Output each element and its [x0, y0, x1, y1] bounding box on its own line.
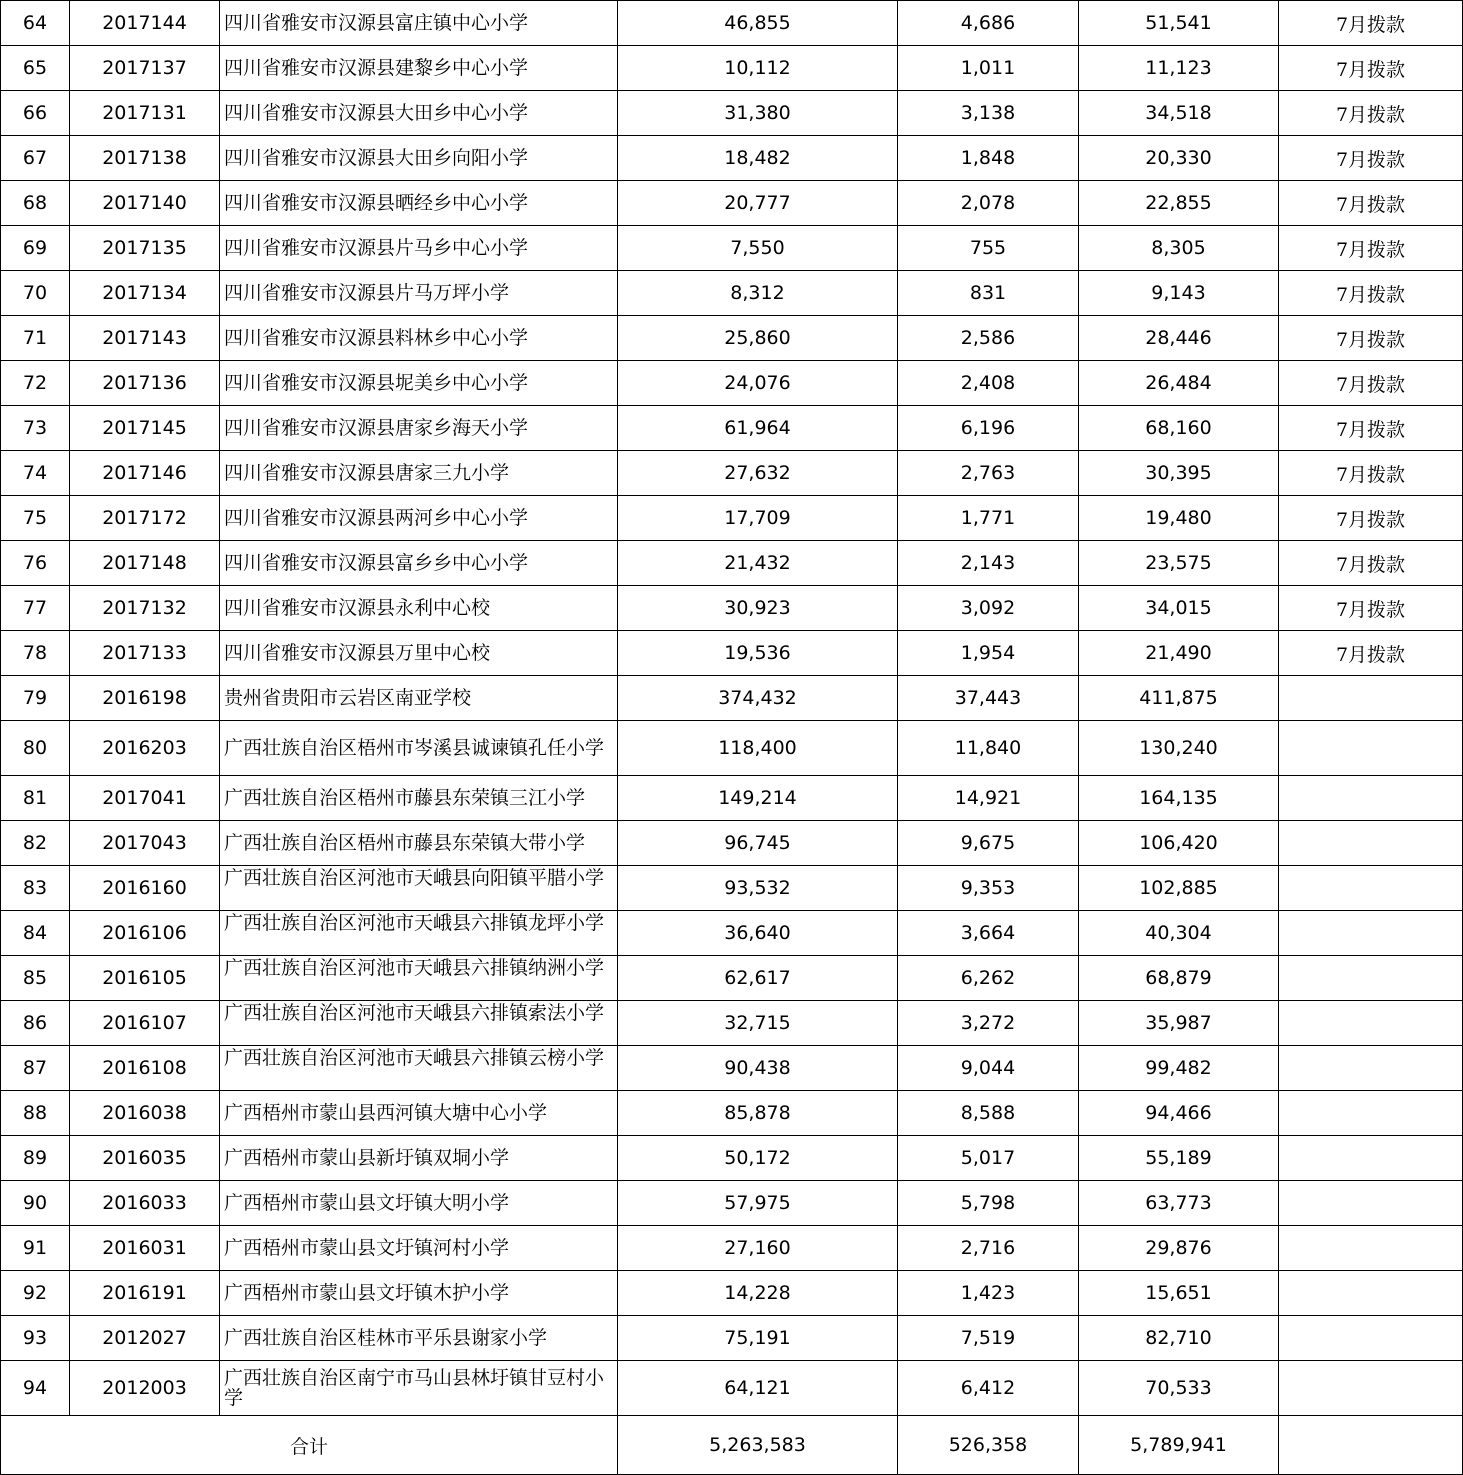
table-row — [1, 1361, 1463, 1416]
project-code: 2016105 — [70, 956, 220, 1001]
project-code: 2017043 — [70, 821, 220, 866]
school-name: 广西壮族自治区桂林市平乐县谢家小学 — [220, 1316, 618, 1361]
amount: 17,709 — [618, 496, 898, 541]
project-code: 2017138 — [70, 136, 220, 181]
row-number: 82 — [1, 821, 70, 866]
school-name: 四川省雅安市汉源县片马乡中心小学 — [220, 226, 618, 271]
extra-amount: 6,196 — [898, 406, 1079, 451]
extra-amount: 1,423 — [898, 1271, 1079, 1316]
note — [1279, 1181, 1463, 1226]
total-amount-cell: 22,855 — [1079, 181, 1279, 226]
row-number: 86 — [1, 1001, 70, 1046]
total-amount-cell: 130,240 — [1079, 721, 1279, 776]
amount: 61,964 — [618, 406, 898, 451]
project-code: 2016160 — [70, 866, 220, 911]
table-row — [1, 676, 1463, 721]
school-name: 四川省雅安市汉源县唐家乡海天小学 — [220, 406, 618, 451]
amount: 93,532 — [618, 866, 898, 911]
total-amount-cell: 164,135 — [1079, 776, 1279, 821]
table-row — [1, 776, 1463, 821]
school-name: 四川省雅安市汉源县片马万坪小学 — [220, 271, 618, 316]
project-code: 2017172 — [70, 496, 220, 541]
project-code: 2016191 — [70, 1271, 220, 1316]
table-row — [1, 1046, 1463, 1091]
school-name: 四川省雅安市汉源县唐家三九小学 — [220, 451, 618, 496]
table-row — [1, 956, 1463, 1001]
row-number: 81 — [1, 776, 70, 821]
extra-amount: 1,848 — [898, 136, 1079, 181]
amount: 25,860 — [618, 316, 898, 361]
project-code: 2017143 — [70, 316, 220, 361]
project-code: 2017133 — [70, 631, 220, 676]
table-row — [1, 866, 1463, 911]
row-number: 90 — [1, 1181, 70, 1226]
extra-amount: 2,586 — [898, 316, 1079, 361]
school-name: 四川省雅安市汉源县大田乡向阳小学 — [220, 136, 618, 181]
amount: 64,121 — [618, 1361, 898, 1416]
amount: 50,172 — [618, 1136, 898, 1181]
extra-amount: 8,588 — [898, 1091, 1079, 1136]
school-name — [220, 1001, 618, 1046]
school-name: 四川省雅安市汉源县晒经乡中心小学 — [220, 181, 618, 226]
project-code: 2017132 — [70, 586, 220, 631]
note — [1279, 821, 1463, 866]
row-number: 83 — [1, 866, 70, 911]
note: 7月拨款 — [1279, 91, 1463, 136]
table-row — [1, 1181, 1463, 1226]
amount: 19,536 — [618, 631, 898, 676]
table-row — [1, 406, 1463, 451]
school-name: 广西壮族自治区梧州市藤县东荣镇大带小学 — [220, 821, 618, 866]
extra-amount: 3,092 — [898, 586, 1079, 631]
school-name: 广西梧州市蒙山县新圩镇双垌小学 — [220, 1136, 618, 1181]
row-number: 68 — [1, 181, 70, 226]
table-row — [1, 721, 1463, 776]
extra-amount: 9,675 — [898, 821, 1079, 866]
amount: 62,617 — [618, 956, 898, 1001]
note — [1279, 1046, 1463, 1091]
row-number: 79 — [1, 676, 70, 721]
extra-amount: 755 — [898, 226, 1079, 271]
school-name: 广西壮族自治区南宁市马山县林圩镇甘豆村小学 — [220, 1361, 618, 1416]
extra-amount: 14,921 — [898, 776, 1079, 821]
note: 7月拨款 — [1279, 226, 1463, 271]
amount: 85,878 — [618, 1091, 898, 1136]
project-code: 2017135 — [70, 226, 220, 271]
note: 7月拨款 — [1279, 46, 1463, 91]
project-code: 2016203 — [70, 721, 220, 776]
table-row — [1, 586, 1463, 631]
total-amount-cell: 94,466 — [1079, 1091, 1279, 1136]
note: 7月拨款 — [1279, 181, 1463, 226]
note — [1279, 1226, 1463, 1271]
row-number: 75 — [1, 496, 70, 541]
amount: 7,550 — [618, 226, 898, 271]
school-name — [220, 956, 618, 1001]
total-amount-cell: 68,160 — [1079, 406, 1279, 451]
table-row — [1, 1316, 1463, 1361]
school-name: 四川省雅安市汉源县坭美乡中心小学 — [220, 361, 618, 406]
extra-amount: 1,771 — [898, 496, 1079, 541]
table-row — [1, 1136, 1463, 1181]
extra-amount: 1,011 — [898, 46, 1079, 91]
amount: 27,632 — [618, 451, 898, 496]
school-name: 广西梧州市蒙山县文圩镇大明小学 — [220, 1181, 618, 1226]
amount: 90,438 — [618, 1046, 898, 1091]
extra-amount: 2,763 — [898, 451, 1079, 496]
total-amount-cell: 8,305 — [1079, 226, 1279, 271]
extra-amount: 1,954 — [898, 631, 1079, 676]
project-code: 2016106 — [70, 911, 220, 956]
extra-amount: 9,353 — [898, 866, 1079, 911]
project-code: 2016033 — [70, 1181, 220, 1226]
school-name-text: 广西壮族自治区河池市天峨县六排镇云榜小学 — [224, 1047, 605, 1069]
table-row — [1, 91, 1463, 136]
note: 7月拨款 — [1279, 496, 1463, 541]
project-code: 2017134 — [70, 271, 220, 316]
extra-amount: 3,138 — [898, 91, 1079, 136]
amount: 10,112 — [618, 46, 898, 91]
total-amount-cell: 70,533 — [1079, 1361, 1279, 1416]
total-row — [1, 1416, 1463, 1475]
total-amount-cell: 68,879 — [1079, 956, 1279, 1001]
extra-amount: 4,686 — [898, 1, 1079, 46]
table-row — [1, 496, 1463, 541]
note: 7月拨款 — [1279, 136, 1463, 181]
row-number: 72 — [1, 361, 70, 406]
row-number: 66 — [1, 91, 70, 136]
table-row — [1, 1001, 1463, 1046]
total-amount-cell: 26,484 — [1079, 361, 1279, 406]
amount: 96,745 — [618, 821, 898, 866]
total-amount-cell: 29,876 — [1079, 1226, 1279, 1271]
extra-amount: 831 — [898, 271, 1079, 316]
project-code: 2016198 — [70, 676, 220, 721]
total-amount-cell: 34,015 — [1079, 586, 1279, 631]
table-row — [1, 911, 1463, 956]
school-name — [220, 911, 618, 956]
amount: 18,482 — [618, 136, 898, 181]
school-name — [220, 866, 618, 911]
table-row — [1, 226, 1463, 271]
extra-amount: 37,443 — [898, 676, 1079, 721]
total-amount-cell: 28,446 — [1079, 316, 1279, 361]
total-amount-cell: 23,575 — [1079, 541, 1279, 586]
note — [1279, 1361, 1463, 1416]
school-name-text: 广西壮族自治区河池市天峨县六排镇纳洲小学 — [224, 957, 605, 979]
table-row — [1, 541, 1463, 586]
note — [1279, 1001, 1463, 1046]
extra-amount: 2,408 — [898, 361, 1079, 406]
project-code: 2016107 — [70, 1001, 220, 1046]
amount: 118,400 — [618, 721, 898, 776]
project-code: 2016038 — [70, 1091, 220, 1136]
extra-amount: 5,798 — [898, 1181, 1079, 1226]
project-code: 2017144 — [70, 1, 220, 46]
row-number: 84 — [1, 911, 70, 956]
school-name: 四川省雅安市汉源县永利中心校 — [220, 586, 618, 631]
table-row — [1, 361, 1463, 406]
total-amount-cell: 63,773 — [1079, 1181, 1279, 1226]
project-code: 2012003 — [70, 1361, 220, 1416]
table-row — [1, 631, 1463, 676]
note: 7月拨款 — [1279, 316, 1463, 361]
amount: 21,432 — [618, 541, 898, 586]
total-extra: 526,358 — [898, 1416, 1079, 1475]
note — [1279, 776, 1463, 821]
amount: 36,640 — [618, 911, 898, 956]
extra-amount: 2,078 — [898, 181, 1079, 226]
row-number: 71 — [1, 316, 70, 361]
project-code: 2017131 — [70, 91, 220, 136]
school-name: 广西梧州市蒙山县西河镇大塘中心小学 — [220, 1091, 618, 1136]
extra-amount: 11,840 — [898, 721, 1079, 776]
note: 7月拨款 — [1279, 541, 1463, 586]
school-name: 四川省雅安市汉源县富乡乡中心小学 — [220, 541, 618, 586]
row-number: 77 — [1, 586, 70, 631]
total-amount-cell: 30,395 — [1079, 451, 1279, 496]
note — [1279, 676, 1463, 721]
school-name: 四川省雅安市汉源县两河乡中心小学 — [220, 496, 618, 541]
amount: 374,432 — [618, 676, 898, 721]
amount: 75,191 — [618, 1316, 898, 1361]
row-number: 70 — [1, 271, 70, 316]
row-number: 89 — [1, 1136, 70, 1181]
total-amount-cell: 35,987 — [1079, 1001, 1279, 1046]
total-amount-cell: 34,518 — [1079, 91, 1279, 136]
total-amount-cell: 51,541 — [1079, 1, 1279, 46]
amount: 24,076 — [618, 361, 898, 406]
row-number: 91 — [1, 1226, 70, 1271]
row-number: 64 — [1, 1, 70, 46]
note: 7月拨款 — [1279, 406, 1463, 451]
table-row — [1, 271, 1463, 316]
amount: 30,923 — [618, 586, 898, 631]
total-amount-cell: 11,123 — [1079, 46, 1279, 91]
row-number: 93 — [1, 1316, 70, 1361]
project-code: 2017145 — [70, 406, 220, 451]
table-row — [1, 316, 1463, 361]
row-number: 74 — [1, 451, 70, 496]
row-number: 65 — [1, 46, 70, 91]
project-code: 2016108 — [70, 1046, 220, 1091]
total-amount-cell: 99,482 — [1079, 1046, 1279, 1091]
table-row — [1, 1271, 1463, 1316]
project-code: 2017136 — [70, 361, 220, 406]
school-name: 四川省雅安市汉源县大田乡中心小学 — [220, 91, 618, 136]
project-code: 2017041 — [70, 776, 220, 821]
table-row — [1, 46, 1463, 91]
row-number: 80 — [1, 721, 70, 776]
note — [1279, 866, 1463, 911]
note — [1279, 956, 1463, 1001]
amount: 32,715 — [618, 1001, 898, 1046]
note — [1279, 1091, 1463, 1136]
project-code: 2017140 — [70, 181, 220, 226]
total-amount-cell: 21,490 — [1079, 631, 1279, 676]
note: 7月拨款 — [1279, 1, 1463, 46]
note: 7月拨款 — [1279, 451, 1463, 496]
total-amount-cell: 40,304 — [1079, 911, 1279, 956]
school-name-text: 广西壮族自治区河池市天峨县向阳镇平腊小学 — [224, 867, 605, 889]
project-code: 2012027 — [70, 1316, 220, 1361]
total-amount-cell: 82,710 — [1079, 1316, 1279, 1361]
total-amount-cell: 19,480 — [1079, 496, 1279, 541]
note — [1279, 1271, 1463, 1316]
amount: 27,160 — [618, 1226, 898, 1271]
row-number: 88 — [1, 1091, 70, 1136]
project-code: 2016031 — [70, 1226, 220, 1271]
school-name-text: 广西壮族自治区河池市天峨县六排镇索法小学 — [224, 1002, 605, 1024]
table-row — [1, 1, 1463, 46]
extra-amount: 6,262 — [898, 956, 1079, 1001]
extra-amount: 2,143 — [898, 541, 1079, 586]
total-amount-cell: 55,189 — [1079, 1136, 1279, 1181]
extra-amount: 5,017 — [898, 1136, 1079, 1181]
school-name-text: 广西壮族自治区河池市天峨县六排镇龙坪小学 — [224, 912, 605, 934]
row-number: 92 — [1, 1271, 70, 1316]
total-amount: 5,263,583 — [618, 1416, 898, 1475]
total-sum: 5,789,941 — [1079, 1416, 1279, 1475]
table-row — [1, 451, 1463, 496]
table-row — [1, 1226, 1463, 1271]
amount: 31,380 — [618, 91, 898, 136]
extra-amount: 3,664 — [898, 911, 1079, 956]
table-row — [1, 181, 1463, 226]
row-number: 87 — [1, 1046, 70, 1091]
total-amount-cell: 20,330 — [1079, 136, 1279, 181]
school-name: 广西梧州市蒙山县文圩镇木护小学 — [220, 1271, 618, 1316]
total-amount-cell: 102,885 — [1079, 866, 1279, 911]
school-name: 四川省雅安市汉源县建黎乡中心小学 — [220, 46, 618, 91]
total-amount-cell: 9,143 — [1079, 271, 1279, 316]
total-amount-cell: 106,420 — [1079, 821, 1279, 866]
note — [1279, 1136, 1463, 1181]
amount: 57,975 — [618, 1181, 898, 1226]
school-name: 广西壮族自治区梧州市岑溪县诚谏镇孔任小学 — [220, 721, 618, 776]
school-name: 广西梧州市蒙山县文圩镇河村小学 — [220, 1226, 618, 1271]
project-code: 2017148 — [70, 541, 220, 586]
school-name: 广西壮族自治区梧州市藤县东荣镇三江小学 — [220, 776, 618, 821]
extra-amount: 9,044 — [898, 1046, 1079, 1091]
total-amount-cell: 15,651 — [1079, 1271, 1279, 1316]
total-amount-cell: 411,875 — [1079, 676, 1279, 721]
note — [1279, 1316, 1463, 1361]
amount: 149,214 — [618, 776, 898, 821]
row-number: 78 — [1, 631, 70, 676]
table-row — [1, 1091, 1463, 1136]
row-number: 73 — [1, 406, 70, 451]
amount: 46,855 — [618, 1, 898, 46]
extra-amount: 6,412 — [898, 1361, 1079, 1416]
school-name — [220, 1046, 618, 1091]
extra-amount: 7,519 — [898, 1316, 1079, 1361]
amount: 20,777 — [618, 181, 898, 226]
row-number: 94 — [1, 1361, 70, 1416]
table-row — [1, 821, 1463, 866]
school-name: 四川省雅安市汉源县富庄镇中心小学 — [220, 1, 618, 46]
project-code: 2017146 — [70, 451, 220, 496]
extra-amount: 2,716 — [898, 1226, 1079, 1271]
school-name: 贵州省贵阳市云岩区南亚学校 — [220, 676, 618, 721]
row-number: 67 — [1, 136, 70, 181]
note — [1279, 721, 1463, 776]
school-name: 四川省雅安市汉源县料林乡中心小学 — [220, 316, 618, 361]
note: 7月拨款 — [1279, 361, 1463, 406]
school-name: 四川省雅安市汉源县万里中心校 — [220, 631, 618, 676]
note: 7月拨款 — [1279, 586, 1463, 631]
row-number: 85 — [1, 956, 70, 1001]
note: 7月拨款 — [1279, 271, 1463, 316]
amount: 14,228 — [618, 1271, 898, 1316]
project-code: 2016035 — [70, 1136, 220, 1181]
row-number: 76 — [1, 541, 70, 586]
total-note — [1279, 1416, 1463, 1475]
project-code: 2017137 — [70, 46, 220, 91]
amount: 8,312 — [618, 271, 898, 316]
note — [1279, 911, 1463, 956]
total-label: 合计 — [1, 1416, 618, 1475]
table-body — [1, 1, 1463, 1416]
extra-amount: 3,272 — [898, 1001, 1079, 1046]
row-number: 69 — [1, 226, 70, 271]
note: 7月拨款 — [1279, 631, 1463, 676]
table-row — [1, 136, 1463, 181]
